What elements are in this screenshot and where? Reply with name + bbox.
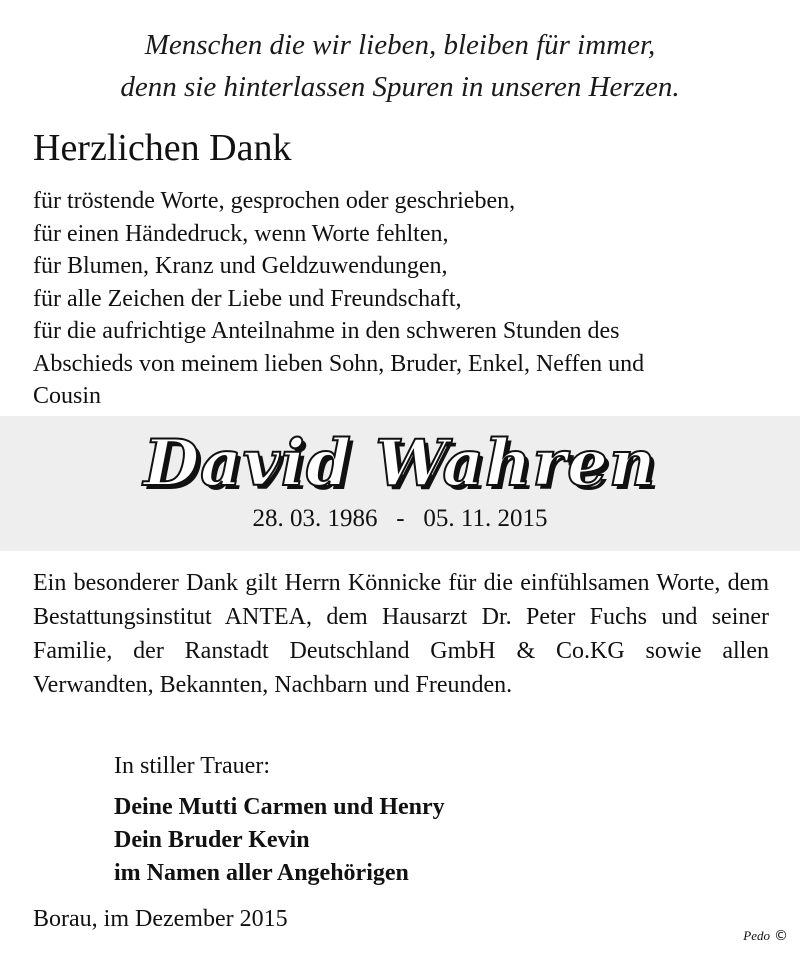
opening-quote — [0, 24, 800, 108]
quote-line-1: Menschen die wir lieben, bleiben für immer, — [144, 29, 656, 61]
name-band — [0, 416, 800, 551]
thanks-line: für die aufrichtige Anteilnahme in den schweren Stunden des — [33, 318, 620, 344]
copyright-icon: © — [774, 928, 788, 944]
deceased-name: David Wahren — [143, 426, 657, 501]
thanks-line: für Blumen, Kranz und Geldzuwendungen, — [33, 253, 448, 279]
thanks-line: Abschieds von meinem lieben Sohn, Bruder, Enkel, Neffen und — [33, 350, 645, 377]
life-dates: 28. 03. 1986 - 05. 11. 2015 — [252, 505, 548, 532]
heading: Herzlichen Dank — [33, 127, 292, 169]
place-date: Borau, im Dezember 2015 — [33, 906, 288, 932]
special-thanks: Ein besonderer Dank gilt Herrn Könnicke für die einfühlsamen Worte, dem Bestattungsinstitut ANTEA, dem Hausarzt Dr. Peter Fuchs und seiner Familie, der Ranstadt Deutschland GmbH & Co.KG sowie allen Verwandten, Bekannten, Nachbarn und Freunden. — [33, 570, 769, 698]
signer-line: Dein Bruder Kevin — [114, 827, 310, 853]
quote-line-2: denn sie hinterlassen Spuren in unseren Herzen. — [120, 71, 680, 103]
thanks-line: für tröstende Worte, gesprochen oder geschrieben, — [33, 188, 516, 214]
thanks-line: für alle Zeichen der Liebe und Freundschaft, — [33, 285, 462, 312]
thanks-list — [33, 185, 783, 413]
signer-line: im Namen aller Angehörigen — [114, 860, 409, 886]
signers — [114, 791, 445, 890]
mourning-label: In stiller Trauer: — [114, 753, 270, 779]
thanks-line: für einen Händedruck, wenn Worte fehlten, — [33, 220, 449, 247]
credit — [743, 928, 788, 944]
signer-line: Deine Mutti Carmen und Henry — [114, 794, 445, 820]
thanks-line: Cousin — [33, 383, 102, 409]
credit-name: Pedo — [743, 928, 770, 943]
